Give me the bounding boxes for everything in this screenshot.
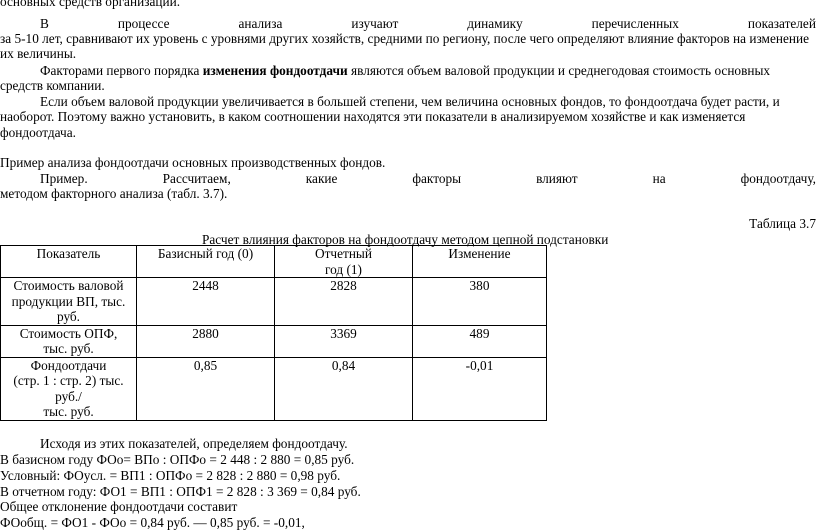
- word: перечисленных: [591, 16, 679, 31]
- cell-change: -0,01: [413, 357, 547, 420]
- row-label: Стоимость ОПФ, тыс. руб.: [1, 325, 137, 357]
- word: анализа: [238, 16, 283, 31]
- calc-conditional: Условный: ФОусл. = ВП1 : ОПФо = 2 828 : 2 880 = 0,98 руб.: [0, 468, 341, 483]
- cell-change: 380: [413, 278, 547, 326]
- text-run: являются объем валовой продукции и среднегодовая стоимость основных: [347, 63, 771, 78]
- factor-table: [0, 245, 547, 421]
- text-run: Факторами первого порядка: [40, 63, 203, 78]
- table-row: [1, 357, 547, 420]
- word: В: [40, 16, 49, 31]
- calc-base-year: В базисном году ФОо= ВПо : ОПФо = 2 448 : 2 880 = 0,85 руб.: [0, 452, 355, 467]
- text-line: основных средств организации.: [0, 0, 181, 9]
- word: влияют: [536, 171, 578, 186]
- word: фондоотдачу,: [740, 171, 816, 186]
- word: изучают: [351, 16, 399, 31]
- word: факторы: [412, 171, 462, 186]
- bold-term: изменения фондоотдачи: [202, 63, 348, 78]
- text-line: средств компании.: [0, 78, 105, 93]
- word: динамику: [467, 16, 523, 31]
- word: на: [652, 171, 666, 186]
- example-line-1: [40, 171, 816, 187]
- cell-base: 2448: [137, 278, 275, 326]
- word: процессе: [117, 16, 170, 31]
- calc-report-year: В отчетном году: ФО1 = ВП1 : ОПФ1 = 2 828 : 3 369 = 0,84 руб.: [0, 484, 361, 499]
- row-label: Стоимость валовой продукции ВП, тыс. руб.: [1, 278, 137, 326]
- cell-base: 2880: [137, 325, 275, 357]
- table-row: [1, 278, 547, 326]
- cell-report: 3369: [275, 325, 413, 357]
- paragraph-factors-line-1: [40, 63, 816, 79]
- column-header-base-year: Базисный год (0): [137, 246, 275, 278]
- column-header-change: Изменение: [413, 246, 547, 278]
- cell-change: 489: [413, 325, 547, 357]
- text-line: за 5-10 лет, сравнивают их уровень с уровнями других хозяйств, средними по региону, после чего определяют влияние факторов на изменение: [0, 31, 810, 46]
- table-caption: Расчет влияния факторов на фондоотдачу методом цепной подстановки: [202, 232, 609, 247]
- paragraph-analysis-line-1: [40, 16, 816, 32]
- row-label: Фондоотдачи (стр. 1 : стр. 2) тыс. руб./ тыс. руб.: [1, 357, 137, 420]
- calc-intro: Исходя из этих показателей, определяем фондоотдачу.: [40, 436, 348, 451]
- text-line: Если объем валовой продукции увеличивается в большей степени, чем величина основных фондов, то фондоотдача будет расти, и: [40, 94, 780, 109]
- calc-total-title: Общее отклонение фондоотдачи составит: [0, 499, 238, 514]
- word: какие: [305, 171, 338, 186]
- word: показателей: [747, 16, 816, 31]
- calc-total: ФОобщ. = ФО1 - ФОо = 0,84 руб. — 0,85 руб. = -0,01,: [0, 515, 305, 530]
- cell-report: 0,84: [275, 357, 413, 420]
- text-line: фондоотдача.: [0, 125, 76, 140]
- table-number: Таблица 3.7: [749, 216, 816, 231]
- text-line: наоборот. Поэтому важно установить, в каком соотношении находятся эти показатели в анализируемом хозяйстве и как изменяется: [0, 109, 746, 124]
- column-header-report-year: Отчетный год (1): [275, 246, 413, 278]
- word: Пример.: [40, 171, 88, 186]
- cell-base: 0,85: [137, 357, 275, 420]
- example-title: Пример анализа фондоотдачи основных производственных фондов.: [0, 155, 386, 170]
- word: Рассчитаем,: [162, 171, 231, 186]
- text-line: их величины.: [0, 46, 77, 61]
- text-line: методом факторного анализа (табл. 3.7).: [0, 186, 228, 201]
- table-header-row: [1, 246, 547, 278]
- table-row: [1, 325, 547, 357]
- column-header-indicator: Показатель: [1, 246, 137, 278]
- cell-report: 2828: [275, 278, 413, 326]
